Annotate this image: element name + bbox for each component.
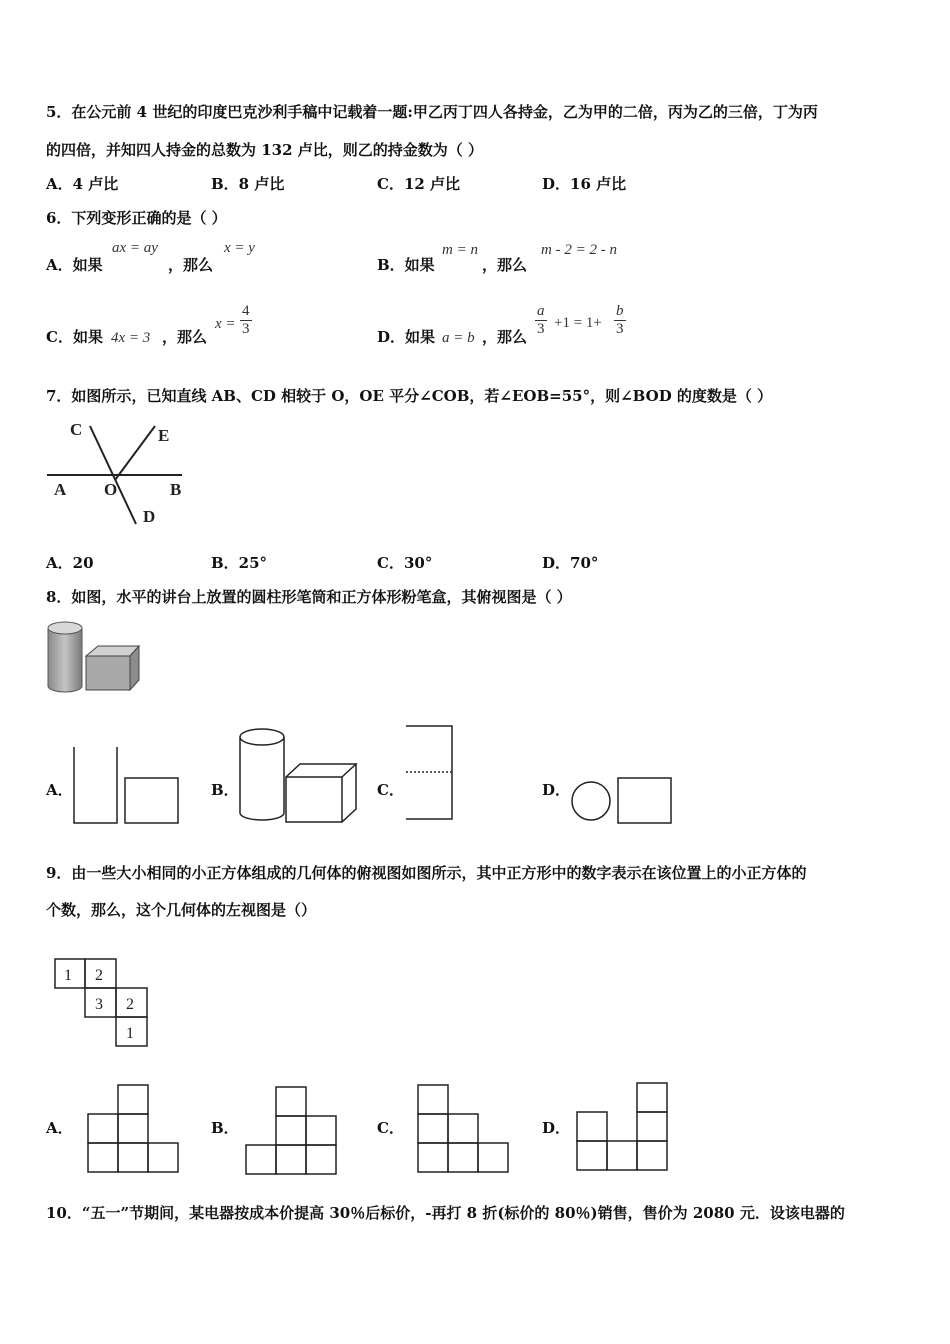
q6-c-fraction-num: 4 (242, 303, 250, 319)
label-c: C (70, 420, 83, 439)
q5-option-d: D．16 卢比 (542, 175, 627, 193)
q6-d-fraction-b (614, 303, 626, 338)
q9-option-c-figure (416, 1083, 516, 1178)
q6-a-then: ，那么 (168, 256, 214, 274)
q7-angle-figure (42, 418, 202, 528)
q9-stem-line2: 个数，那么，这个几何体的左视图是（） (46, 901, 317, 919)
q8-option-b-label: B． (211, 781, 239, 799)
q6-d-fraction-b-den: 3 (616, 321, 624, 337)
cube-front (86, 656, 130, 690)
grid-cell-3: 3 (95, 996, 103, 1013)
label-a: A (54, 480, 67, 499)
q7-option-a: A．20 (46, 554, 94, 572)
ray-oe (115, 426, 155, 480)
q6-a-condition: ax = ay (112, 240, 158, 256)
cylinder-body (48, 628, 82, 692)
q6-c-result-left: x = (215, 316, 236, 332)
q6-c-label: C．如果 (46, 328, 103, 346)
q6-d-condition: a = b (442, 330, 475, 346)
q8-option-a-label: A． (46, 781, 73, 799)
q8-objects-figure (46, 620, 146, 695)
q6-b-then: ，那么 (482, 256, 528, 274)
q7-option-d: D．70° (542, 554, 599, 572)
q8-option-c-label: C． (377, 781, 404, 799)
q8-option-d-figure (569, 773, 679, 828)
q6-b-result: m - 2 = 2 - n (541, 242, 617, 258)
q5-option-a: A．4 卢比 (46, 175, 119, 193)
label-d: D (143, 507, 156, 526)
q6-d-middle: +1 = 1+ (554, 315, 602, 331)
q6-stem: 6．下列变形正确的是（ ） (46, 209, 227, 227)
q8-option-d-label: D． (542, 781, 571, 799)
q6-d-fraction-a-num: a (537, 303, 545, 319)
q6-d-fraction-b-num: b (616, 303, 624, 319)
q9-option-d-figure (575, 1081, 675, 1176)
q9-option-c-label: C． (377, 1119, 404, 1137)
q5-option-b: B．8 卢比 (211, 175, 285, 193)
q9-option-d-label: D． (542, 1119, 571, 1137)
label-b: B (170, 480, 182, 499)
q9-stem-line1: 9．由一些大小相同的小正方体组成的几何体的俯视图如图所示，其中正方形中的数字表示在该位置上的小正方体的 (46, 864, 807, 882)
grid-cell-4: 2 (126, 996, 134, 1013)
q6-c-fraction (240, 303, 252, 338)
q6-c-then: ，那么 (162, 328, 208, 346)
q7-option-c: C．30° (377, 554, 433, 572)
q6-c-fraction-den: 3 (242, 321, 250, 337)
q6-b-condition: m = n (442, 242, 478, 258)
q6-a-result: x = y (224, 240, 255, 256)
q6-d-fraction-a (535, 303, 547, 338)
q6-d-fraction-a-den: 3 (537, 321, 545, 337)
grid-cell-2: 2 (95, 967, 103, 984)
q9-option-b-figure (244, 1085, 344, 1180)
label-e: E (158, 426, 170, 445)
grid-cell-1: 1 (64, 967, 72, 984)
grid-cell-5: 1 (126, 1025, 134, 1042)
cylinder-top (48, 622, 82, 634)
label-o: O (104, 480, 118, 499)
q6-a-label: A．如果 (46, 256, 103, 274)
q6-d-then: ，那么 (482, 328, 528, 346)
q10-stem-line1: 10．“五一”节期间，某电器按成本价提高 30％后标价，-再打 8 折(标价的 80％)销售，售价为 2080 元．设该电器的 (46, 1204, 845, 1222)
q8-stem: 8．如图，水平的讲台上放置的圆柱形笔筒和正方体形粉笔盒，其俯视图是（ ） (46, 588, 572, 606)
q6-c-condition: 4x = 3 (111, 330, 151, 346)
q5-option-c: C．12 卢比 (377, 175, 461, 193)
q9-option-a-label: A． (46, 1119, 73, 1137)
q6-b-label: B．如果 (377, 256, 435, 274)
q7-stem: 7．如图所示，已知直线 AB、CD 相较于 O，OE 平分∠COB，若∠EOB=55°，则∠BOD 的度数是（ ） (46, 387, 773, 405)
q8-option-c-figure (403, 724, 458, 824)
q5-stem-line2: 的四倍，并知四人持金的总数为 132 卢比，则乙的持金数为（ ） (46, 141, 483, 159)
q8-option-a-figure (72, 745, 182, 825)
q8-option-b-figure (237, 725, 362, 825)
q9-top-view-grid (54, 958, 154, 1053)
q6-d-label: D．如果 (377, 328, 436, 346)
q9-option-b-label: B． (211, 1119, 239, 1137)
q5-stem-line1: 5．在公元前 4 世纪的印度巴克沙利手稿中记载着一题:甲乙丙丁四人各持金，乙为甲的二倍，丙为乙的三倍，丁为丙 (46, 103, 818, 121)
q9-option-a-figure (86, 1083, 186, 1178)
q7-option-b: B．25° (211, 554, 268, 572)
